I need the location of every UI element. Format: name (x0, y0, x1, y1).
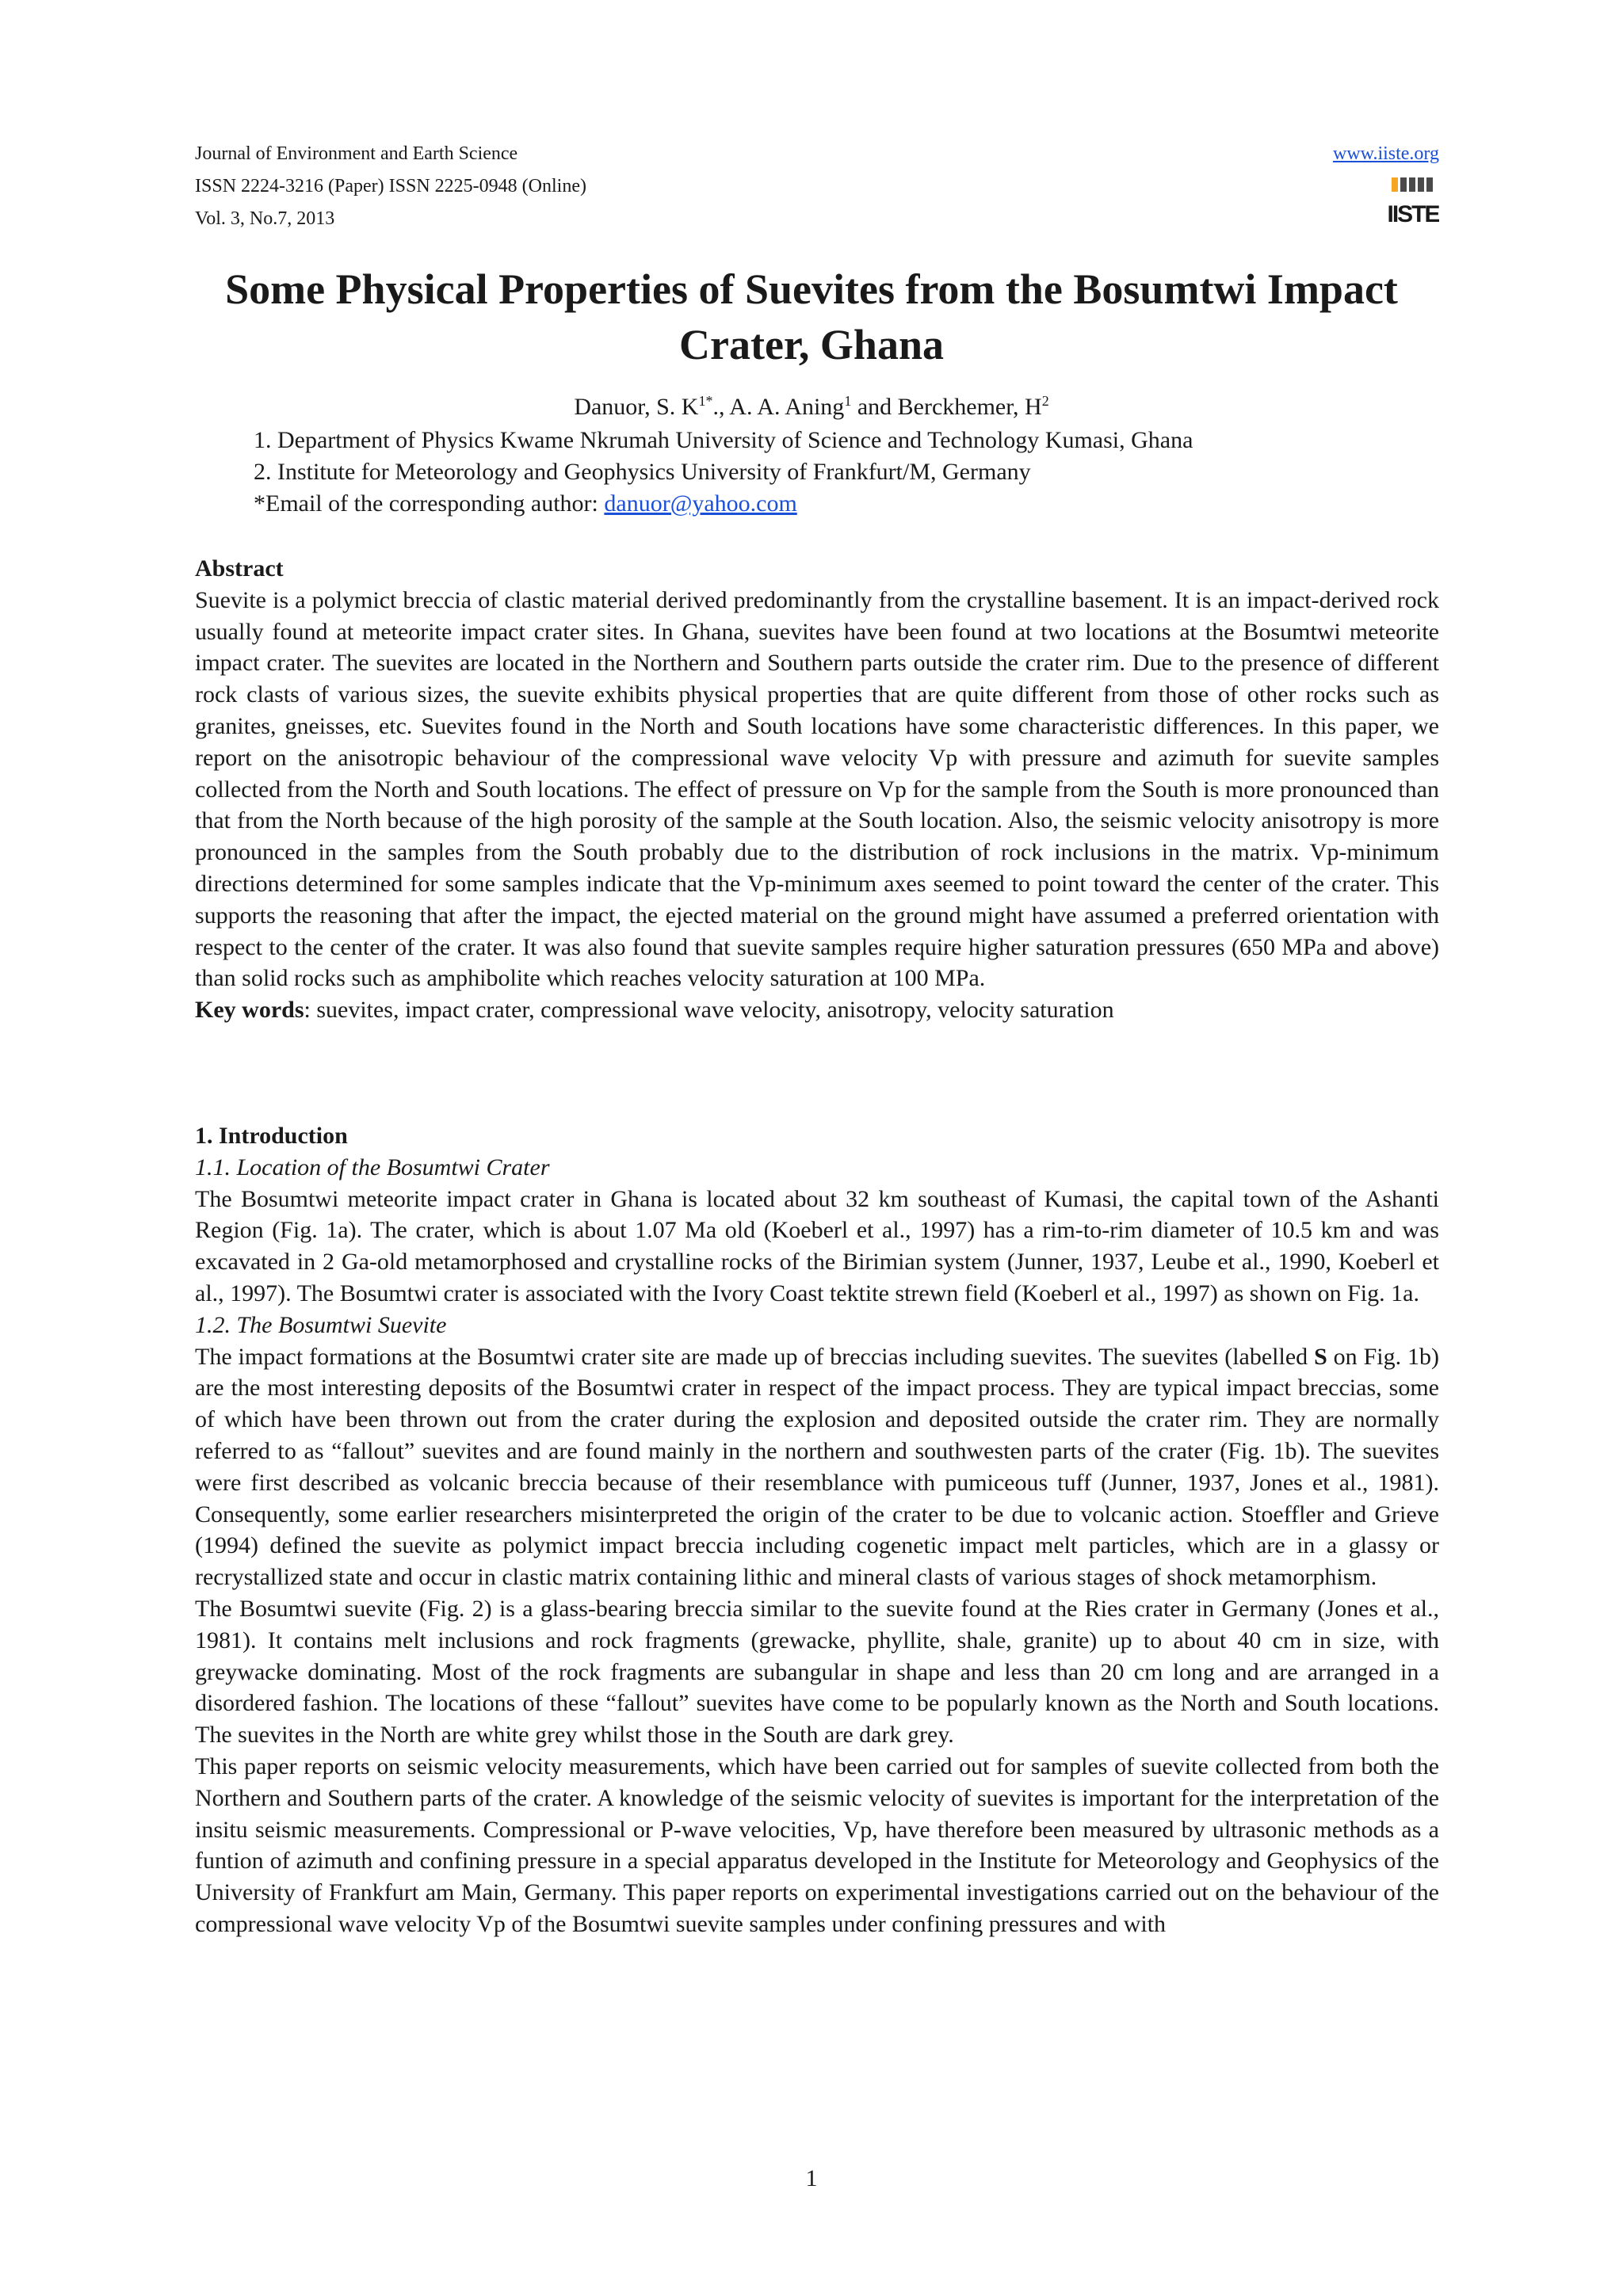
suevite-label-s: S (1314, 1343, 1327, 1370)
subsection-1-heading: 1.1. Location of the Bosumtwi Crater (195, 1154, 550, 1180)
author-1: Danuor, S. K (574, 394, 699, 420)
intro-paragraph-2-part-b: on Fig. 1b) are the most interesting deposits of the Bosumtwi crater in respect of the impact process. They are typical impact breccias, some of which have been thrown out from the crater during the explosion and deposited outside the crater rim. They are normally referred to as “fallout” suevites and are found mainly in the northern and southwesten parts of the crater (Fig. 1b). The suevites were first described as volcanic breccia because of their resemblance with pumiceous tuff (Junner, 1937, Jones et al., 1981). Consequently, some earlier researchers misinterpreted the origin of the crater to be due to volcanic action. Stoeffler and Grieve (1994) defined the suevite as polymict impact breccia including cogenetic impact melt particles, which are in a glassy or recrystallized state and occur in clastic matrix containing lithic and mineral clasts of various stages of shock metamorphism. (195, 1343, 1439, 1591)
author-3-marker: 2 (1041, 393, 1049, 409)
paper-title: Some Physical Properties of Suevites from the Bosumtwi Impact Crater, Ghana (225, 265, 1398, 368)
iiste-logo (1387, 176, 1439, 225)
intro-paragraph-1: The Bosumtwi meteorite impact crater in Ghana is located about 32 km southeast of Kumasi, the capital town of the Ashanti Region (Fig. 1a). The crater, which is about 1.07 Ma old (Koeberl et al., 1997) has a rim-to-rim diameter of 10.5 km and was excavated in 2 Ga-old metamorphosed and crystalline rocks of the Birimian system (Junner, 1937, Leube et al., 1990, Koeberl et al., 1997). The Bosumtwi crater is associated with the Ivory Coast tektite strewn field (Koeberl et al., 1997) as shown on Fig. 1a. (195, 1185, 1439, 1306)
intro-paragraph-4: This paper reports on seismic velocity measurements, which have been carried out for samples of suevite collected from both the Northern and Southern parts of the crater. A knowledge of the seismic velocity of suevites is important for the interpretation of the insitu seismic measurements. Compressional or P-wave velocities, Vp, have therefore been measured by ultrasonic methods as a funtion of azimuth and confining pressure in a special apparatus developed in the Institute for Meteorology and Geophysics of the University of Frankfurt am Main, Germany. This paper reports on experimental investigations carried out on the behaviour of the compressional wave velocity Vp of the Bosumtwi suevite samples under confining pressures and with (195, 1753, 1439, 1937)
intro-paragraph-2 (195, 1341, 1439, 1593)
corresponding-email-line (254, 488, 1193, 520)
journal-issn: ISSN 2224-3216 (Paper) ISSN 2225-0948 (Online) (195, 176, 586, 196)
affiliations (254, 425, 1193, 520)
affiliation-1: 1. Department of Physics Kwame Nkrumah University of Science and Technology Kumasi, Ghana (254, 427, 1193, 453)
email-link[interactable]: danuor@yahoo.com (604, 490, 797, 517)
affiliation-2: 2. Institute for Meteorology and Geophysics University of Frankfurt/M, Germany (254, 459, 1031, 485)
author-2: ., A. A. Aning (712, 394, 845, 420)
abstract-heading: Abstract (195, 555, 284, 582)
abstract-section (195, 553, 1439, 1026)
journal-url-block (1312, 138, 1439, 170)
introduction-section (195, 1120, 1439, 1940)
page-number: 1 (805, 2165, 818, 2191)
subsection-2-heading: 1.2. The Bosumtwi Suevite (195, 1311, 447, 1338)
email-label: *Email of the corresponding author: (254, 490, 605, 517)
author-list (158, 391, 1465, 423)
journal-volume: Vol. 3, No.7, 2013 (195, 208, 335, 229)
keywords-line (195, 994, 1439, 1026)
journal-header (195, 138, 586, 235)
author-2-marker: 1 (844, 393, 852, 409)
intro-paragraph-2-part-a: The impact formations at the Bosumtwi crater site are made up of breccias including suevites. The suevites (labelled (195, 1343, 1315, 1370)
author-1-marker: 1* (698, 393, 713, 409)
journal-url-link[interactable]: www.iiste.org (1333, 143, 1439, 164)
keywords-text: : suevites, impact crater, compressional wave velocity, anisotropy, velocity saturation (304, 997, 1114, 1024)
abstract-text: Suevite is a polymict breccia of clastic material derived predominantly from the crystalline basement. It is an impact-derived rock usually found at meteorite impact crater sites. In Ghana, suevites have been found at two locations at the Bosumtwi meteorite impact crater. The suevites are located in the Northern and Southern parts outside the crater rim. Due to the presence of different rock clasts of various sizes, the suevite exhibits physical properties that are quite different from those of other rocks such as granites, gneisses, etc. Suevites found in the North and South locations have some characteristic differences. In this paper, we report on the anisotropic behaviour of the compressional wave velocity Vp with pressure and azimuth for suevite samples collected from the North and South locations. The effect of pressure on Vp for the sample from the South is more pronounced than that from the North because of the high porosity of the sample at the South location. Also, the seismic velocity anisotropy is more pronounced in the samples from the South probably due to the distribution of rock inclusions in the matrix. Vp-minimum directions determined for some samples indicate that the Vp-minimum axes seemed to point toward the center of the crater. This supports the reasoning that after the impact, the ejected material on the ground might have assumed a preferred orientation with respect to the center of the crater. It was also found that suevite samples require higher saturation pressures (650 MPa and above) than solid rocks such as amphibolite which reaches velocity saturation at 100 MPa. (195, 586, 1439, 992)
iiste-logo-text: IISTE (1387, 201, 1439, 225)
author-3: and Berckhemer, H (851, 394, 1042, 420)
intro-heading: 1. Introduction (195, 1123, 348, 1149)
intro-paragraph-3: The Bosumtwi suevite (Fig. 2) is a glass-bearing breccia similar to the suevite found at the Ries crater in Germany (Jones et al., 1981). It contains melt inclusions and rock fragments (grewacke, phyllite, shale, granite) up to about 40 cm in size, with greywacke dominating. Most of the rock fragments are subangular in shape and less than 20 cm long and are arranged in a disordered fashion. The locations of these “fallout” suevites have come to be popularly known as the North and South locations. The suevites in the North are white grey whilst those in the South are dark grey. (195, 1595, 1439, 1749)
keywords-label: Key words (195, 997, 304, 1024)
journal-name: Journal of Environment and Earth Science (195, 143, 518, 164)
